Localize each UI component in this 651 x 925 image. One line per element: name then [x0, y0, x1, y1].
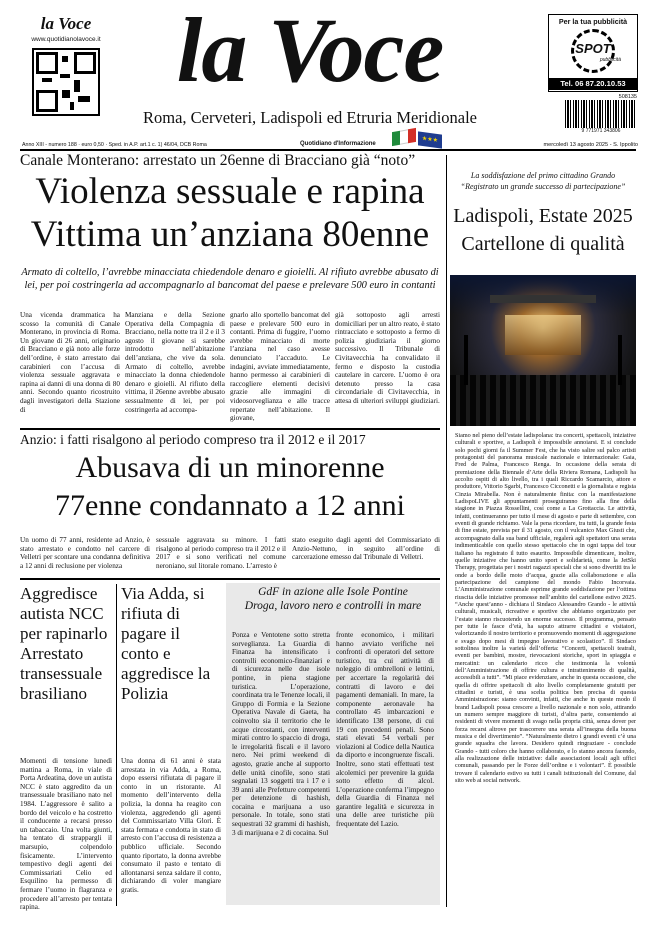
second-headline-2: 77enne condannato a 12 anni: [55, 489, 405, 522]
masthead-rule: [20, 149, 636, 151]
barcode-number: 508135: [618, 94, 637, 100]
barcode: [565, 94, 637, 138]
lead-col-3: gnarlo allo sportello bancomat del paese e prelevare 500 euro in contanti. Prima di fuggire, l’uomo avrebbe minacciato di morte l’anziana nel caso avesse denunciato l’accaduto. Le indagini, avviate immediatamente, hanno permesso ai carabinieri di raccogliere elementi decisivi grazie alle immagini di videosorveglianza e alle tracce repertate nell’abitazione. Il giovane,: [230, 311, 330, 423]
masthead-title: la Voce: [176, 0, 444, 101]
lead-kicker: Canale Monterano: arrestato un 26enne di Bracciano già “noto”: [20, 152, 416, 169]
ncc-headline: Aggredisce autista NCC per rapinarlo Arrestato transessuale brasiliano: [20, 584, 108, 703]
gdf-col-1: Ponza e Ventotene sotto stretta sorveglianza. La Guardia di Finanza ha intensificato i controlli economico-finanziari e di sicurezza nelle due isole pontine, in piena stagione turistica. L’operazione, coordinata tra le Tenenze locali, il Gruppo di Formia e la Sezione Operativa Navale di Gaeta, ha coinvolto sia il territorio che le acque circostanti, con interventi mirati contro lo spaccio di droga, le irregolarità fiscali e il lavoro nero. Nei primi weekend di agosto, grazie anche al supporto delle unità cinofile, sono stati segnalati 13 soggetti tra i 17 e i 39 anni alle Prefetture competenti per detenzione di hashish, cocaina e marijuana a uso personale. In totale, sono stati sequestrati 32 grammi di hashish, 3 di marijuana e 2 di cocaina. Sul: [232, 631, 330, 837]
ad-phone: Tel. 06 87.20.10.53: [549, 78, 637, 90]
sidebar-kicker-1: La soddisfazione del primo cittadino Grando: [470, 171, 616, 180]
second-headline-1: Abusava di un minorenne: [75, 451, 385, 484]
ad-brand: SPOT: [575, 41, 611, 56]
divider: [20, 578, 440, 580]
qr-code-icon: [32, 48, 100, 116]
lead-summary: Armato di coltello, l’avrebbe minacciata chiedendole denaro e gioielli. Al rifiuto avrebbe abusato di lei, per poi costringerla ad accompagnarlo al bancomat del paese e prelevare 500 euro in contanti: [21, 267, 439, 291]
second-col-1: Un uomo di 77 anni, residente ad Anzio, è stato arrestato e condotto nel carcere di Velletri per scontare una condanna definitiva a 12 anni di reclusione per violenza: [20, 536, 150, 570]
ad-box[interactable]: [548, 14, 638, 92]
adda-body: Una donna di 61 anni è stata arrestata in via Adda, a Roma, dopo essersi rifiutata di pagare il conto in un ristorante. Al momento dell’intervento della polizia, la donna ha reagito con violenza, aggredendo gli agenti del Commissariato Villa Glori. È stata fermata e condotta in stato di arresto con l’accusa di resistenza a pubblico ufficiale. Secondo quanto riportato, la donna avrebbe consumato il pasto e tentato di allontanarsi senza saldare il conto, dichiarando di voler mangiare gratis.: [121, 757, 221, 894]
gdf-headline-1: GdF in azione alle Isole Pontine: [258, 586, 408, 598]
lead-headline-2: Vittima un’anziana 80enne: [30, 214, 430, 255]
sidebar-body: Siamo nel pieno dell’estate ladispolana: tra concerti, spettacoli, iniziative culturali e sportive, a Ladispoli è impossibile annoiarsi. E si conclude solo pochi giorni fa il Summer Fest, che ha visto salire sul palco artisti protagonisti del panorama musicale nazionale e internazionale: Gaia, Fred de Palma, Francesco Renga. In occasione della serata di premiazione della Biennale d’Arte della Riviera Romana, Ladispoli ha accolto ospiti di alto livello, tra i quali Riccardo Scamarcio, attore e produttore, Vittorio Sgarbi, Francesco Cicconetti e la giornalista e regista Cinzia Mirabella. Non è naturalmente finita: con la manifestazione LadispoLIVE gli appuntamenti proseguiranno fino alla fine della stagione in Piazza Rossellini, così come a La Grottaccia. Le attività, infatti, continueranno per tutto il mese di agosto e parte di settembre, con eventi di grande richiamo. Vale la pena ricordare, tra tutti, la grande festa di fine estate, prevista per il 31 agosto, con il vulcanico Max Giusti che, accompagnato dalla sua band ufficiale, regalerà agli spettatori una serata indimenticabile con quello stesso spettacolo che in ogni tappa del tour italiano ha registrato il tutto esaurito. Impossibile dimenticare, inoltre, quelle iniziative che hanno unito sport e solidarietà, come la JetSki Therapy, progettata per i nostri ragazzi speciali che si sono divertiti tra le onde a bordo delle moto d’acqua, grazie alla collaborazione e alla partecipazione del campione del mondo Fabio Incorvaia. L’Amministrazione comunale esprime grande soddisfazione per l’ottima riuscita delle iniziative promosse nell’ambito del cartellone estivo 2025. “Anche quest’anno - dichiara il Sindaco Alessandro Grando - le attività culturali, musicali, ricreative e sportive che abbiamo organizzato per l’estate stanno riscuotendo un enorme successo. Il programma, pensato per tutte le fasce d’età, ha saputo attrarre cittadini e visitatori, valorizzando il nostro territorio e promuovendo momenti di aggregazione e svago dopo mesi di impegno lavorativo e scolastico”. Il Sindaco sottolinea inoltre la varietà dell’offerta: “Concerti, spettacoli teatrali, eventi per bambini, mostre, rievocazioni storiche, sport in spiaggia e mercatini: un calendario ricco che testimonia la volontà dell’Amministrazione di offrire cultura e intrattenimento di qualità, accessibili a tutti”. “Mi piace evidenziare, anche in questa occasione, che quella di offrire spettacoli di alto livello completamente gratuiti per cittadini e turisti, è una scelta politica ben precisa di questa Amministrazione: siamo convinti, infatti, che anche in queste modo il brand Ladispoli possa crescere a livello nazionale e non solo, attirando un numero sempre maggiore di turisti, d’altra parte, consentendo ai residenti di vivere momenti di svago nella propria città, senza dover per forza recarsi altrove per trascorrere una serata all’insegna della buona musica e del divertimento”. “Naturalmente dietro i grandi eventi c’è una grande squadra che lavora. Desidero quindi ringraziare - conclude Grando - tutti coloro che hanno collaborato, e lo stanno ancora facendo, alla realizzazione delle iniziative: dalle associazioni locali agli uffici comunali, passando per le Forze dell’ordine e i volontari”. È possibile trovare il calendario estivo su tutti i canali istituzionali del Comune, dal sito web ai social network.: [455, 433, 636, 785]
ad-title: Per la tua pubblicità: [558, 17, 628, 26]
tagline: Quotidiano d'Informazione: [300, 141, 376, 147]
sidebar-rule: [446, 155, 447, 907]
concert-photo: [450, 275, 636, 426]
adda-headline: Via Adda, si rifiuta di pagare il conto e aggredisce la Polizia: [121, 584, 211, 703]
edition-info: Anno XIII - numero 188 · euro 0,50 · Sped. in A.P. art.1 c. 1) 46/04, DCB Roma: [22, 142, 207, 148]
lead-headline-1: Violenza sessuale e rapina: [35, 171, 425, 212]
barcode-bars-icon: [565, 100, 637, 128]
lead-col-2: Manziana e della Sezione Operativa della Compagnia di Bracciano, nella notte tra il 2 e il 3 agosto il giovane si sarebbe introdotto nell’abitazione dell’anziana, che vive da sola. Armato di coltello, avrebbe minacciato la donna chiedendole denaro e gioielli. Al rifiuto della vittima, il 26enne avrebbe abusato sessualmente di lei, per poi costringerla ad accompa-: [125, 311, 225, 414]
date-line: mercoledì 13 agosto 2025 - S. Ippolito: [543, 142, 638, 148]
sidebar-headline-2: Cartellone di qualità: [461, 233, 625, 255]
lead-col-1: Una vicenda drammatica ha scosso la comunità di Canale Monterano, in provincia di Roma. Un giovane di 26 anni, originario di Bracciano e già noto alle forze dell’ordine, è stato arrestato dai carabinieri con l’accusa di violenza sessuale aggravata e rapina ai danni di una donna di 80 anni. Secondo quanto ricostruito dagli investigatori della Stazione di: [20, 311, 120, 414]
lead-col-4: già sottoposto agli arresti domiciliari per un altro reato, è stato rintracciato e sottoposto a fermo di polizia giudiziaria il giorno successivo. Il Tribunale di Civitavecchia ha convalidato il fermo e disposto la custodia cautelare in carcere. L’uomo è ora detenuto presso la casa circondariale di Civitavecchia, in attesa di ulteriori sviluppi giudiziari.: [335, 311, 440, 405]
second-col-3: stato eseguito dagli agenti del Commissariato di Anzio-Nettuno, in seguito all’ordine di carcerazione emesso dal Tribunale di Velletri.: [292, 536, 440, 562]
italy-flag-icon: [392, 128, 416, 146]
column-rule: [116, 584, 117, 906]
ncc-body: Momenti di tensione lunedì mattina a Roma, in viale di Porta Ardeatina, dove un autista NCC è stato aggredito da un transessuale brasiliano nato nel 1984. L’aggressore è salito a bordo del veicolo e ha costretto il conducente a recarsi presso un tabaccaio. Una volta giunti, ha tentato di strappargli il marsupio, colpendolo fisicamente. L’intervento tempestivo degli agenti dei Commissariati Celio ed Esquilino ha permesso di fermare l’uomo in flagranza e procedere all’arresto per tentata rapina.: [20, 757, 113, 912]
small-logo-box: [20, 14, 112, 139]
masthead-subtitle: Roma, Cerveteri, Ladispoli ed Etruria Meridionale: [142, 108, 478, 127]
masthead: [0, 0, 651, 150]
sidebar-kicker-2: “Registrato un grande successo di partecipazione”: [460, 182, 626, 191]
sidebar-headline-1: Ladispoli, Estate 2025: [453, 205, 633, 227]
second-col-2: sessuale aggravata su minore. I fatti risalgono al periodo compreso tra il 2012 e il 2017 e si sono verificati nel comune neroniano, sul litorale romano. L’arresto è: [156, 536, 286, 570]
website[interactable]: www.quotidianolavoce.it: [31, 36, 101, 43]
barcode-digits: 9 771971 343806: [581, 128, 621, 134]
gdf-box: [226, 583, 440, 905]
small-logo: la Voce: [40, 14, 92, 33]
second-kicker: Anzio: i fatti risalgono al periodo compreso tra il 2012 e il 2017: [20, 432, 366, 447]
eu-flag-icon: ★★★: [418, 131, 442, 148]
gdf-col-2: fronte economico, i militari hanno avviato verifiche nei confronti di operatori del settore turistico, tra cui attività di noleggio di ombrelloni e lettini, per accertare la regolarità dei contratti di lavoro e dei pagamenti demaniali. In mare, la componente aeronavale ha controllato 45 imbarcazioni e identificato 138 persone, di cui 19 con precedenti penali. Sono stati elevati 54 verbali per violazioni al Codice della Nautica da diporto e incongruenze fiscali. Inoltre, sono stati effettuati test alcolemici per prevenire la guida sotto effetto di alcol. L’operazione conferma l’impegno della Guardia di Finanza nel garantire legalità e sicurezza in una delle aree turistiche più frequentate del Lazio.: [336, 631, 434, 829]
ad-brand-sub: pubblicità: [599, 57, 621, 63]
divider: [20, 428, 440, 430]
gdf-headline-2: Droga, lavoro nero e controlli in mare: [244, 600, 422, 612]
